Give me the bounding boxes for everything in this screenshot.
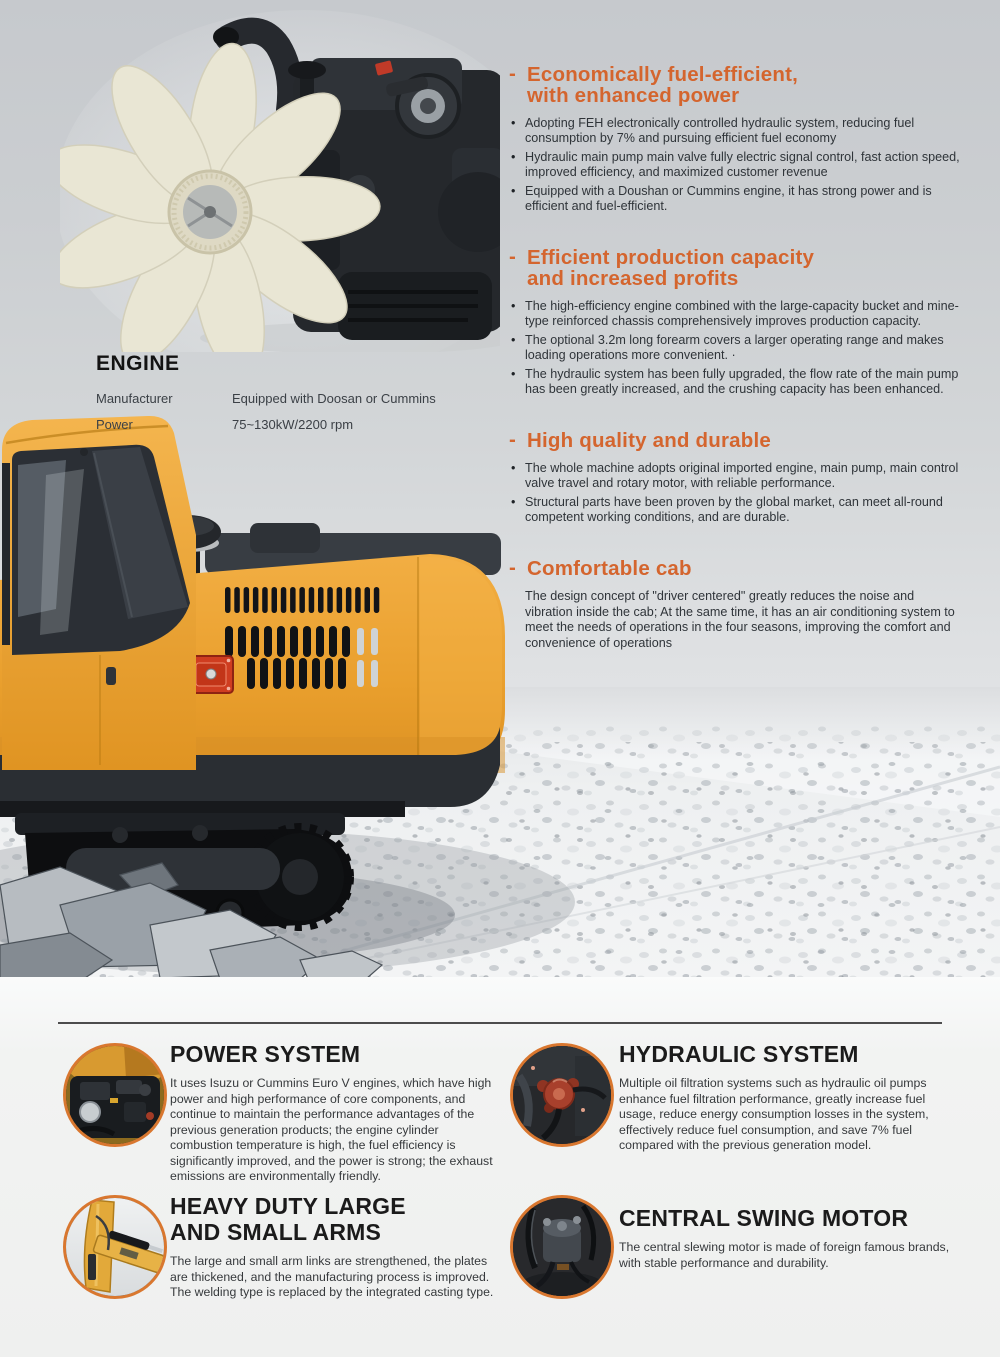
- boom-arm-photo: [63, 1195, 167, 1299]
- section-heading: - Comfortable cab: [509, 556, 692, 580]
- engine-photo: [60, 0, 500, 352]
- feature-central-swing-motor: [619, 1205, 953, 1271]
- feature-heavy-duty-arms: [170, 1193, 496, 1301]
- bullet-list: [508, 299, 960, 397]
- section-fuel-efficient: [508, 64, 960, 214]
- section-heading: - Economically fuel-efficient, with enhanced power: [509, 62, 799, 107]
- divider-line: [58, 1022, 942, 1024]
- feature-text: It uses Isuzu or Cummins Euro V engines, which have high power and high performance of core components, and continue to maintain the performance advantages of the previous generation products; the engine cylinder combustion temperature is high, the fuel efficiency is significantly improved, and the power is strong; the exhaust emissions are environmentally friendly.: [170, 1076, 493, 1183]
- bullet-item: • Hydraulic main pump main valve fully electric signal control, fast action speed, improved efficiency, and maximized customer revenue: [508, 150, 960, 180]
- heading-dash: -: [509, 62, 517, 85]
- bullet-item: • The hydraulic system has been fully upgraded, the flow rate of the main pump has been greatly increased, and the crushing capacity has been enhanced.: [508, 367, 960, 397]
- heading-dash: -: [509, 556, 517, 579]
- spec-row-power: [96, 417, 476, 432]
- excavator-photo: [0, 405, 520, 980]
- feature-title: POWER SYSTEM: [170, 1041, 361, 1067]
- feature-grid-section: [0, 977, 1000, 1357]
- feature-text: The large and small arm links are strengthened, the plates are thickened, and the manufacturing process is improved. The welding type is replaced by the integrated casting type.: [170, 1254, 494, 1299]
- feature-title: HEAVY DUTY LARGE AND SMALL ARMS: [170, 1193, 406, 1245]
- spec-label: Manufacturer: [96, 391, 173, 406]
- bullet-item: • The whole machine adopts original imported engine, main pump, main control valve travel and rotary motor, with reliable performance.: [508, 461, 960, 491]
- section-paragraph: The design concept of "driver centered" greatly reduces the noise and vibration inside the cab; At the same time, it has an air conditioning system to meet the needs of operations in the four seasons, improving the comfort and convenience of operations: [525, 589, 955, 650]
- feature-title: HYDRAULIC SYSTEM: [619, 1041, 859, 1067]
- feature-hydraulic-system: [619, 1041, 953, 1154]
- selling-points-column: [508, 64, 960, 684]
- section-heading: - Efficient production capacity and increased profits: [509, 245, 815, 290]
- engine-spec-block: [96, 352, 476, 443]
- swing-motor-photo: [510, 1195, 614, 1299]
- spec-label: Power: [96, 417, 133, 432]
- feature-title: CENTRAL SWING MOTOR: [619, 1205, 909, 1231]
- heading-dash: -: [509, 428, 517, 451]
- bullet-list: [508, 461, 960, 525]
- engine-bay-photo: [63, 1043, 167, 1147]
- section-high-quality: [508, 430, 960, 525]
- bullet-item: • Structural parts have been proven by the global market, can meet all-round competent working conditions, and are durable.: [508, 495, 960, 525]
- feature-text: Multiple oil filtration systems such as hydraulic oil pumps enhance fuel filtration performance, greatly increase fuel usage, reduce energy consumption losses in the system, effectively reduce fuel consumption, and save 7% fuel compared with the previous generation model.: [619, 1076, 929, 1152]
- engine-title: ENGINE: [96, 352, 180, 375]
- bullet-item: • The optional 3.2m long forearm covers a larger operating range and makes loading operations more convenient. ·: [508, 333, 960, 363]
- heading-dash: -: [509, 245, 517, 268]
- section-heading: - High quality and durable: [509, 428, 771, 452]
- bullet-list: [508, 116, 960, 214]
- bullet-item: • Adopting FEH electronically controlled hydraulic system, reducing fuel consumption by 7% and pursuing efficient fuel economy: [508, 116, 960, 146]
- spec-value: 75~130kW/2200 rpm: [232, 417, 354, 432]
- section-production-capacity: [508, 247, 960, 397]
- spec-row-manufacturer: [96, 391, 476, 406]
- spec-value: Equipped with Doosan or Cummins: [232, 391, 436, 406]
- hydraulic-pump-photo: [510, 1043, 614, 1147]
- bullet-item: • Equipped with a Doushan or Cummins engine, it has strong power and is efficient and fuel-efficient.: [508, 184, 960, 214]
- feature-power-system: [170, 1041, 496, 1185]
- section-comfortable-cab: [508, 558, 960, 651]
- bullet-item: • The high-efficiency engine combined with the large-capacity bucket and mine-type reinforced chassis comprehensively improves production capacity.: [508, 299, 960, 329]
- feature-text: The central slewing motor is made of foreign famous brands, with stable performance and durability.: [619, 1240, 950, 1270]
